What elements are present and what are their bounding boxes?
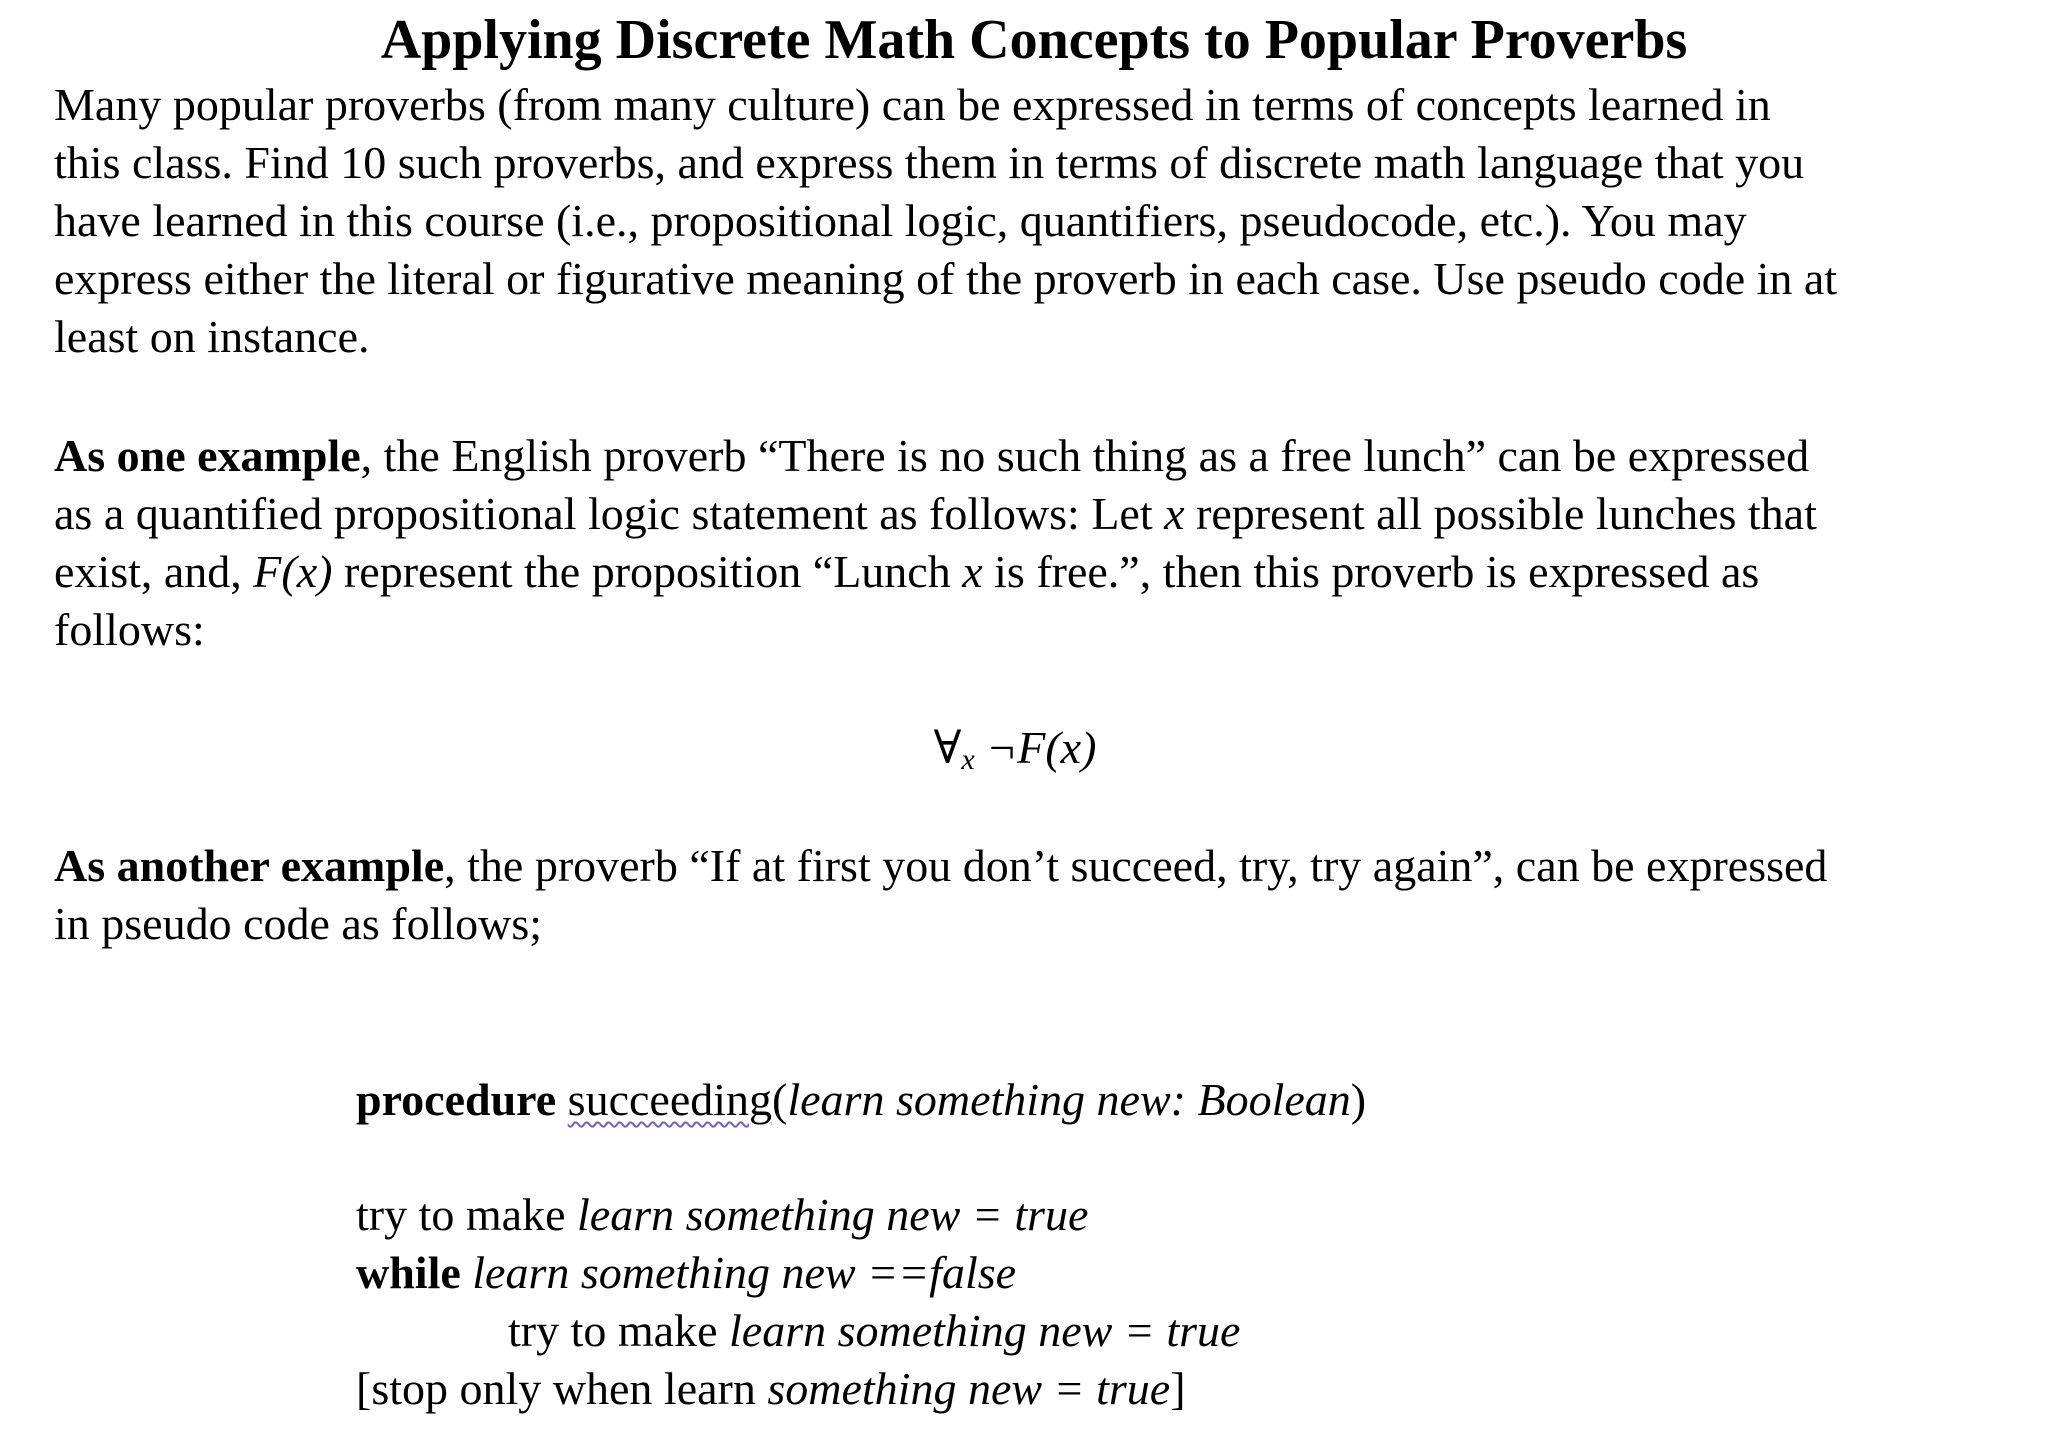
example-one-text: represent all possible lunches that: [1184, 488, 1817, 539]
pseudocode-procedure-line: [356, 1071, 1366, 1129]
example-one-paragraph: [54, 427, 2014, 659]
procedure-name: succeeding: [567, 1074, 773, 1125]
while-keyword: while: [356, 1247, 461, 1298]
forall-symbol: ∀: [933, 722, 962, 773]
example-two-lead: As another example: [54, 840, 445, 891]
code-expression: learn something new = true: [729, 1305, 1241, 1356]
example-one-lead: As one example: [54, 430, 361, 481]
code-text: try to make: [356, 1189, 577, 1240]
example-one-text: represent the proposition “Lunch: [332, 546, 963, 597]
intro-line: least on instance.: [54, 311, 370, 362]
intro-line: Many popular proverbs (from many culture) can be expressed in terms of concepts learned in: [54, 79, 1771, 130]
pseudocode-stop-line: [356, 1360, 1186, 1418]
intro-line: express either the literal or figurative meaning of the proverb in each case. Use pseudo code in at: [54, 253, 1838, 304]
pseudocode-line: [356, 1186, 1088, 1244]
formula-body: ¬F(x): [974, 722, 1097, 773]
document-title: Applying Discrete Math Concepts to Popular Proverbs: [380, 9, 1688, 71]
example-two-text: in pseudo code as follows;: [54, 898, 543, 949]
pseudocode-while-line: [356, 1244, 1016, 1302]
example-two-paragraph: [54, 837, 2014, 953]
example-one-text: as a quantified propositional logic statement as follows: Let: [54, 488, 1165, 539]
function-fx: F(x): [253, 546, 333, 597]
quantified-formula: [0, 720, 2030, 777]
variable-x: x: [1164, 488, 1185, 539]
code-expression: something new = true: [767, 1363, 1171, 1414]
example-one-text: , the English proverb “There is no such thing as a free lunch” can be expressed: [360, 430, 1810, 481]
pseudocode-indented-line: [508, 1302, 1240, 1360]
intro-line: this class. Find 10 such proverbs, and express them in terms of discrete math language that you: [54, 137, 1805, 188]
procedure-keyword: procedure: [356, 1074, 557, 1125]
intro-line: have learned in this course (i.e., propositional logic, quantifiers, pseudocode, etc.). You may: [54, 195, 1747, 246]
example-one-text: exist, and,: [54, 546, 254, 597]
example-one-text: is free.”, then this proverb is expressed as: [982, 546, 1760, 597]
forall-subscript: x: [961, 743, 975, 776]
code-text: try to make: [508, 1305, 729, 1356]
intro-paragraph: [54, 76, 2014, 366]
code-expression: learn something new ==false: [460, 1247, 1017, 1298]
open-paren: (: [772, 1074, 788, 1125]
close-paren: ): [1350, 1074, 1367, 1125]
variable-x: x: [962, 546, 983, 597]
code-expression: learn something new = true: [577, 1189, 1089, 1240]
example-two-text: , the proverb “If at first you don’t succeed, try, try again”, can be expressed: [444, 840, 1828, 891]
example-one-text: follows:: [54, 604, 205, 655]
code-text: [stop only when learn: [356, 1363, 768, 1414]
close-bracket: ]: [1170, 1363, 1186, 1414]
procedure-parameter: learn something new: Boolean: [787, 1074, 1351, 1125]
